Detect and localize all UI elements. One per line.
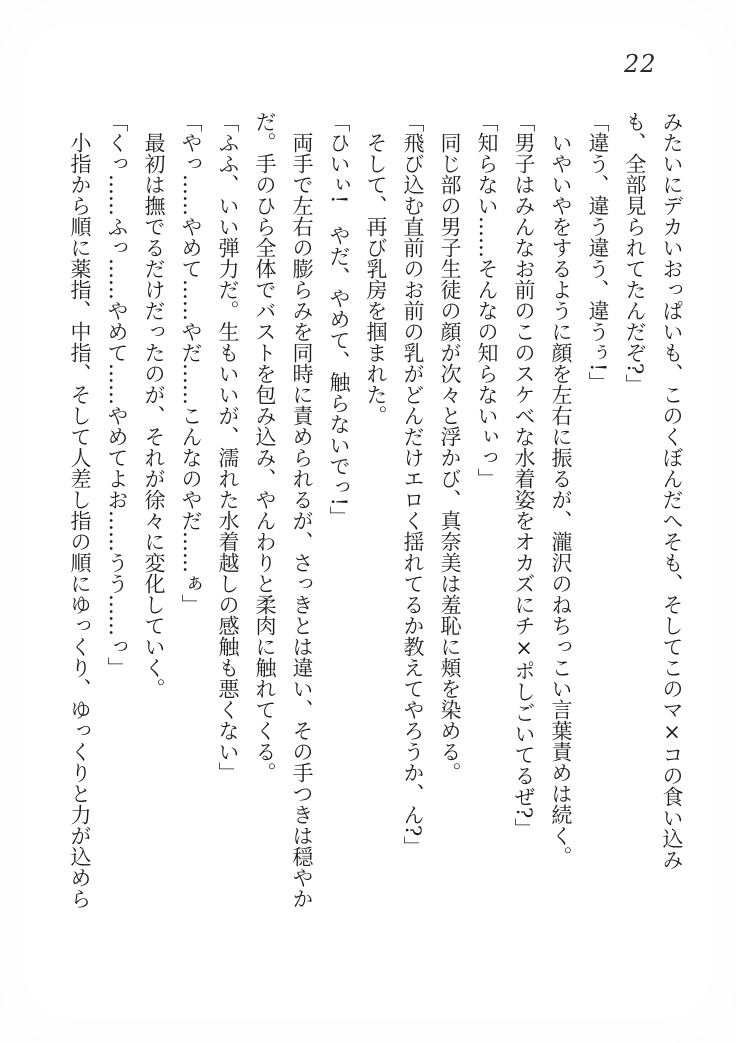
paragraph-12: 「やっ……やめて……やだ……こんなのやだ……ぁ」 [179, 111, 203, 615]
page-number: 22 [624, 50, 657, 78]
paragraph-13: 最初は撫でるだけだったのが、それが徐々に変化していく。 [142, 132, 166, 699]
paragraph-15: 小指から順に薬指、中指、そして人差し指の順にゆっくり、ゆっくりと力が込めら [68, 132, 92, 909]
paragraph-7: 「飛び込む直前のお前の乳がどんだけエロく揺れてるか教えてやろうか、ん?」 [401, 111, 425, 858]
paragraph-3: いやいやをするように顔を左右に振るが、瀧沢のねちっこい言葉責めは続く。 [549, 132, 573, 867]
text-block [61, 111, 690, 911]
paragraph-11: 「ふふ、いい弾力だ。生もいいが、濡れた水着越しの感触も悪くない」 [216, 111, 240, 783]
paragraph-14: 「くっ……ふっ……やめて……やめてよお……うう……っ」 [105, 111, 129, 678]
paragraph-1: みたいにデカいおっぱいも、このくぼんだへそも、そしてこのマ×コの食い込みも、全部見られてたんだぞ?」 [623, 111, 684, 870]
paragraph-4: 「男子はみんなお前のこのスケベな水着姿をオカズにチ×ポしごいてるぜ?」 [512, 111, 536, 840]
paragraph-2: 「違う、違う違う、違うぅ!」 [586, 111, 610, 393]
paragraph-9: 「ひいぃ! やだ、やめて、触らないでっ!」 [327, 111, 351, 527]
paragraph-5: 「知らない……そんなの知らないぃっ」 [475, 111, 499, 489]
paragraph-10: 両手で左右の膨らみを同時に責められるが、さっきとは違い、その手つきは穏やかだ。手のひら全体でバストを包み込み、やんわりと柔肉に触れてくる。 [253, 111, 314, 909]
paragraph-6: 同じ部の男子生徒の顔が次々と浮かび、真奈美は羞恥に頬を染める。 [438, 132, 462, 783]
paragraph-8: そして、再び乳房を掴まれた。 [364, 132, 388, 426]
